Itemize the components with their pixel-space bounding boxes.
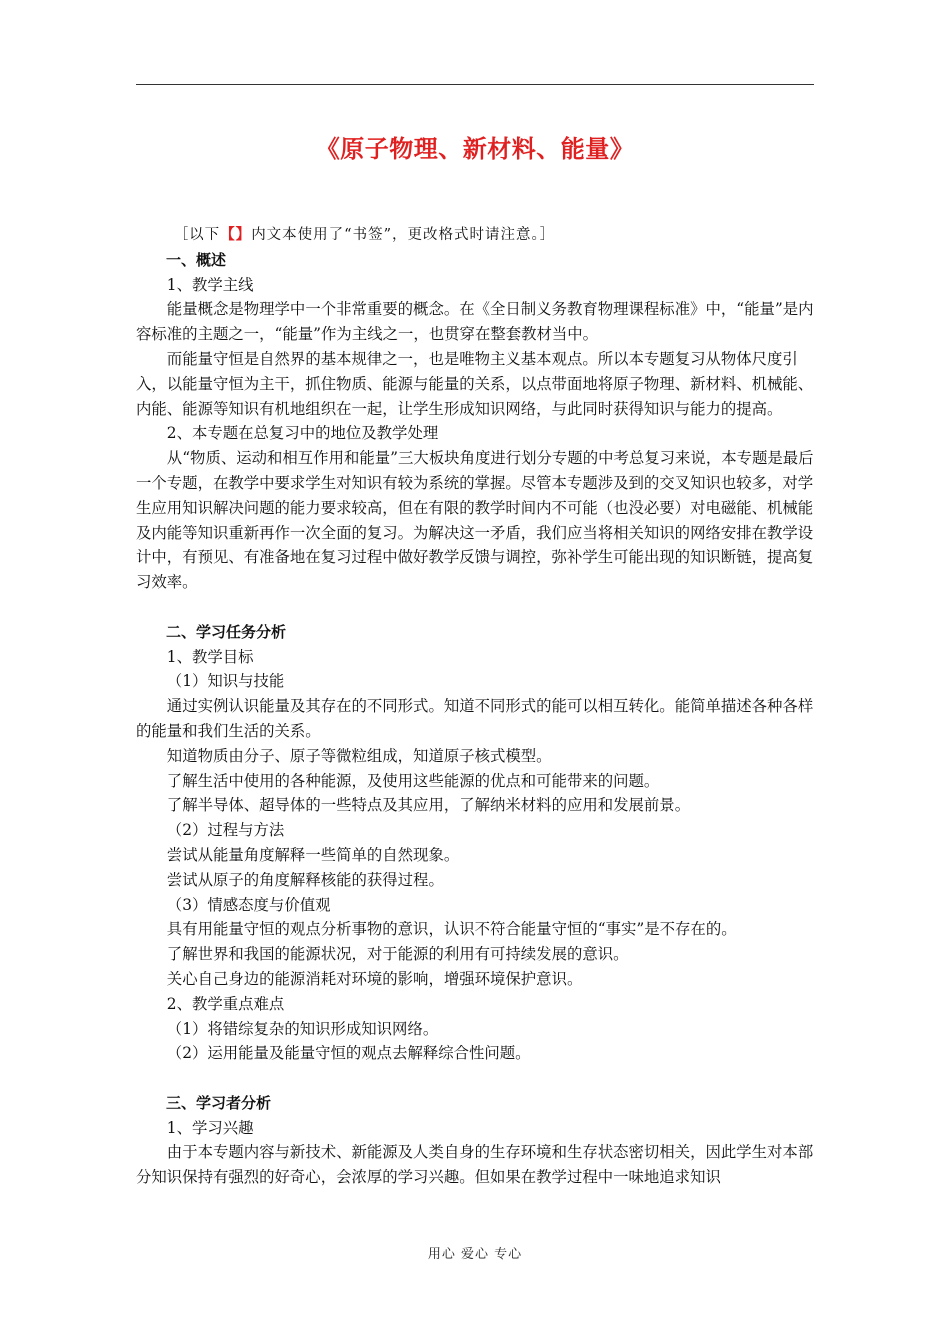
page-footer: 用心 爱心 专心 [427,1247,523,1262]
spacer [136,1066,816,1091]
document-body [136,223,816,1190]
paragraph: 了解半导体、超导体的一些特点及其应用，了解纳米材料的应用和发展前景。 [166,796,691,815]
subheading-process-method: （2）过程与方法 [166,821,285,840]
subheading-position: 2、本专题在总复习中的地位及教学处理 [166,424,439,443]
spacer [136,595,816,620]
note-text-after: 内文本使用了“书签”，更改格式时请注意。］ [251,227,556,243]
subheading-attitude-values: （3）情感态度与价值观 [166,895,331,914]
paragraph: 由于本专题内容与新技术、新能源及人类自身的生存环境和生存状态密切相关，因此学生对本部分知识保持有强烈的好奇心，会浓厚的学习兴趣。但如果在教学过程中一味地追求知识 [136,1143,814,1187]
subheading-knowledge-skills: （1）知识与技能 [166,672,285,691]
bookmark-bracket: 【】 [220,226,252,243]
section-heading-task-analysis: 二、学习任务分析 [166,622,287,641]
paragraph: 了解世界和我国的能源状况，对于能源的利用有可持续发展的意识。 [166,945,629,964]
header-rule [136,84,814,85]
subheading-key-points: 2、教学重点难点 [166,994,285,1013]
paragraph: （2）运用能量及能量守恒的观点去解释综合性问题。 [166,1044,531,1063]
paragraph: 通过实例认识能量及其存在的不同形式。知道不同形式的能可以相互转化。能简单描述各种各样的能量和我们生活的关系。 [136,697,814,740]
section-heading-overview: 一、概述 [166,250,227,269]
paragraph: 具有用能量守恒的观点分析事物的意识，认识不符合能量守恒的“事实”是不存在的。 [166,920,737,939]
paragraph: 从“物质、运动和相互作用和能量”三大板块角度进行划分专题的中考总复习来说，本专题是最后一个专题，在教学中要求学生对知识有较为系统的掌握。尽管本专题涉及到的交叉知识也较多，对学生应用知识解决问题的能力要求较高，但在有限的教学时间内不可能（也没必要）对电磁能、机械能及内能等知识重新再作一次全面的复习。为解决这一矛盾，我们应当将相关知识的网络安排在教学设计中，有预见、有准备地在复习过程中做好教学反馈与调控，弥补学生可能出现的知识断链，提高复习效率。 [136,449,814,592]
paragraph: （1）将错综复杂的知识形成知识网络。 [166,1019,439,1038]
paragraph: 关心自己身边的能源消耗对环境的影响，增强环境保护意识。 [166,969,583,988]
subheading-learning-interest: 1、学习兴趣 [166,1118,254,1137]
paragraph: 尝试从原子的角度解释核能的获得过程。 [166,870,444,889]
paragraph: 能量概念是物理学中一个非常重要的概念。在《全日制义务教育物理课程标准》中，“能量”是内容标准的主题之一，“能量”作为主线之一，也贯穿在整套教材当中。 [136,300,814,344]
paragraph: 尝试从能量角度解释一些简单的自然现象。 [166,845,460,864]
subheading-teaching-mainline: 1、教学主线 [166,275,254,294]
paragraph: 而能量守恒是自然界的基本规律之一，也是唯物主义基本观点。所以本专题复习从物体尺度引入，以能量守恒为主干，抓住物质、能源与能量的关系，以点带面地将原子物理、新材料、机械能、内能、能源等知识有机地组织在一起，让学生形成知识网络，与此同时获得知识与能力的提高。 [136,349,814,418]
document-title: 《原子物理、新材料、能量》 [315,135,635,163]
paragraph: 了解生活中使用的各种能源，及使用这些能源的优点和可能带来的问题。 [166,771,660,790]
bookmark-note [136,223,816,248]
section-heading-learner-analysis: 三、学习者分析 [166,1093,272,1112]
subheading-teaching-goals: 1、教学目标 [166,647,254,666]
note-text-before: ［以下 [173,227,221,243]
paragraph: 知道物质由分子、原子等微粒组成，知道原子核式模型。 [166,746,552,765]
